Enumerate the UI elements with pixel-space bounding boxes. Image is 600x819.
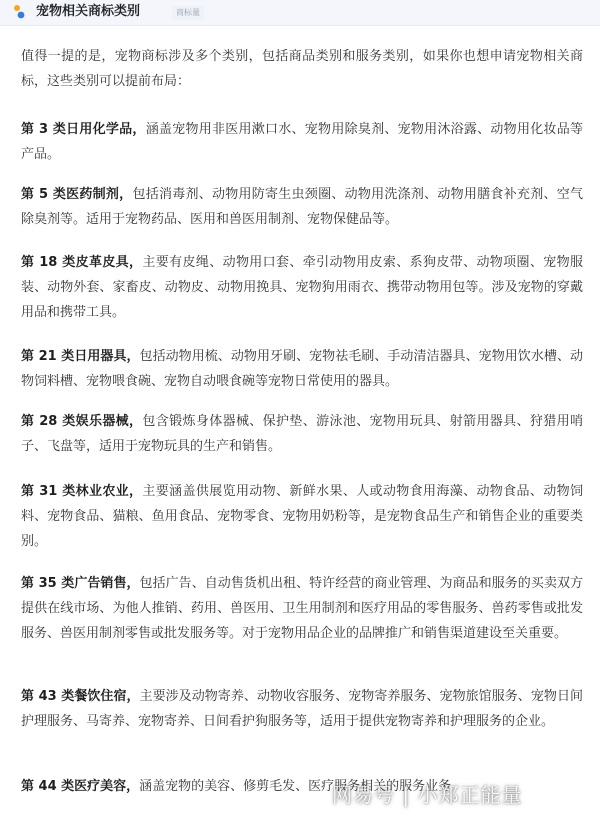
- intro-paragraph: 值得一提的是，宠物商标涉及多个类别，包括商品类别和服务类别，如果你也想申请宠物相关商标，这些类别可以提前布局：: [21, 49, 583, 89]
- category-paragraph: [21, 684, 583, 734]
- category-heading: 第 18 类皮革皮具，: [21, 255, 143, 270]
- category-text: 主要涉及动物寄养、动物收容服务、宠物寄养服务、宠物旅馆服务、宠物日间护理服务、马寄养、宠物寄养、日间看护狗服务等，适用于提供宠物寄养和护理服务的企业。: [21, 689, 583, 729]
- category-heading: 第 3 类日用化学品，: [21, 122, 146, 137]
- category-text: 包含锻炼身体器械、保护垫、游泳池、宠物用玩具、射箭用器具、狩猎用哨子、飞盘等，适用于宠物玩具的生产和销售。: [21, 414, 583, 454]
- watermark: 网易号 | 小郑正能量: [332, 783, 523, 807]
- category-heading: 第 28 类娱乐器械，: [21, 414, 143, 429]
- category-paragraph: [21, 182, 583, 232]
- section-tag: 商标量: [172, 6, 204, 20]
- category-paragraph: [21, 479, 583, 554]
- brand-logo-icon: [12, 4, 26, 20]
- category-paragraph: [21, 250, 583, 325]
- category-text: 包括广告、自动售货机出租、特许经营的商业管理、为商品和服务的买卖双方提供在线市场、为他人推销、药用、兽医用、卫生用制剂和医疗用品的零售服务、兽药零售或批发服务、兽医用制剂零售或批发服务等。对于宠物用品企业的品牌推广和销售渠道建设至关重要。: [21, 576, 583, 641]
- category-paragraph: [21, 409, 583, 459]
- category-text: 主要有皮绳、动物用口套、牵引动物用皮索、系狗皮带、动物项圈、宠物服装、动物外套、家畜皮、动物皮、动物用挽具、宠物狗用雨衣、携带动物用包等。涉及宠物的穿戴用品和携带工具。: [21, 255, 583, 320]
- category-heading: 第 43 类餐饮住宿，: [21, 689, 140, 704]
- section-title: 宠物相关商标类别: [36, 4, 141, 19]
- category-text: 主要涵盖供展览用动物、新鲜水果、人或动物食用海藻、动物食品、动物饲料、宠物食品、猫粮、鱼用食品、宠物零食、宠物用奶粉等，是宠物食品生产和销售企业的重要类别。: [21, 484, 583, 549]
- category-text: 包括消毒剂、动物用防寄生虫颈圈、动物用洗涤剂、动物用膳食补充剂、空气除臭剂等。适用于宠物药品、医用和兽医用制剂、宠物保健品等。: [21, 187, 583, 227]
- category-paragraph: [21, 117, 583, 167]
- category-paragraph: [21, 344, 583, 394]
- category-paragraph: [21, 571, 583, 646]
- category-text: 包括动物用梳、动物用牙刷、宠物祛毛刷、手动清洁器具、宠物用饮水槽、动物饲料槽、宠物喂食碗、宠物自动喂食碗等宠物日常使用的器具。: [21, 349, 583, 389]
- category-text: 涵盖宠物的美容、修剪毛发、医疗服务相关的服务业务: [139, 779, 452, 794]
- category-heading: 第 31 类林业农业，: [21, 484, 143, 499]
- category-heading: 第 35 类广告销售，: [21, 576, 140, 591]
- category-text: 涵盖宠物用非医用漱口水、宠物用除臭剂、宠物用沐浴露、动物用化妆品等产品。: [21, 122, 583, 162]
- section-header: [0, 0, 600, 26]
- category-heading: 第 5 类医药制剂，: [21, 187, 133, 202]
- category-heading: 第 21 类日用器具，: [21, 349, 140, 364]
- category-heading: 第 44 类医疗美容，: [21, 779, 140, 794]
